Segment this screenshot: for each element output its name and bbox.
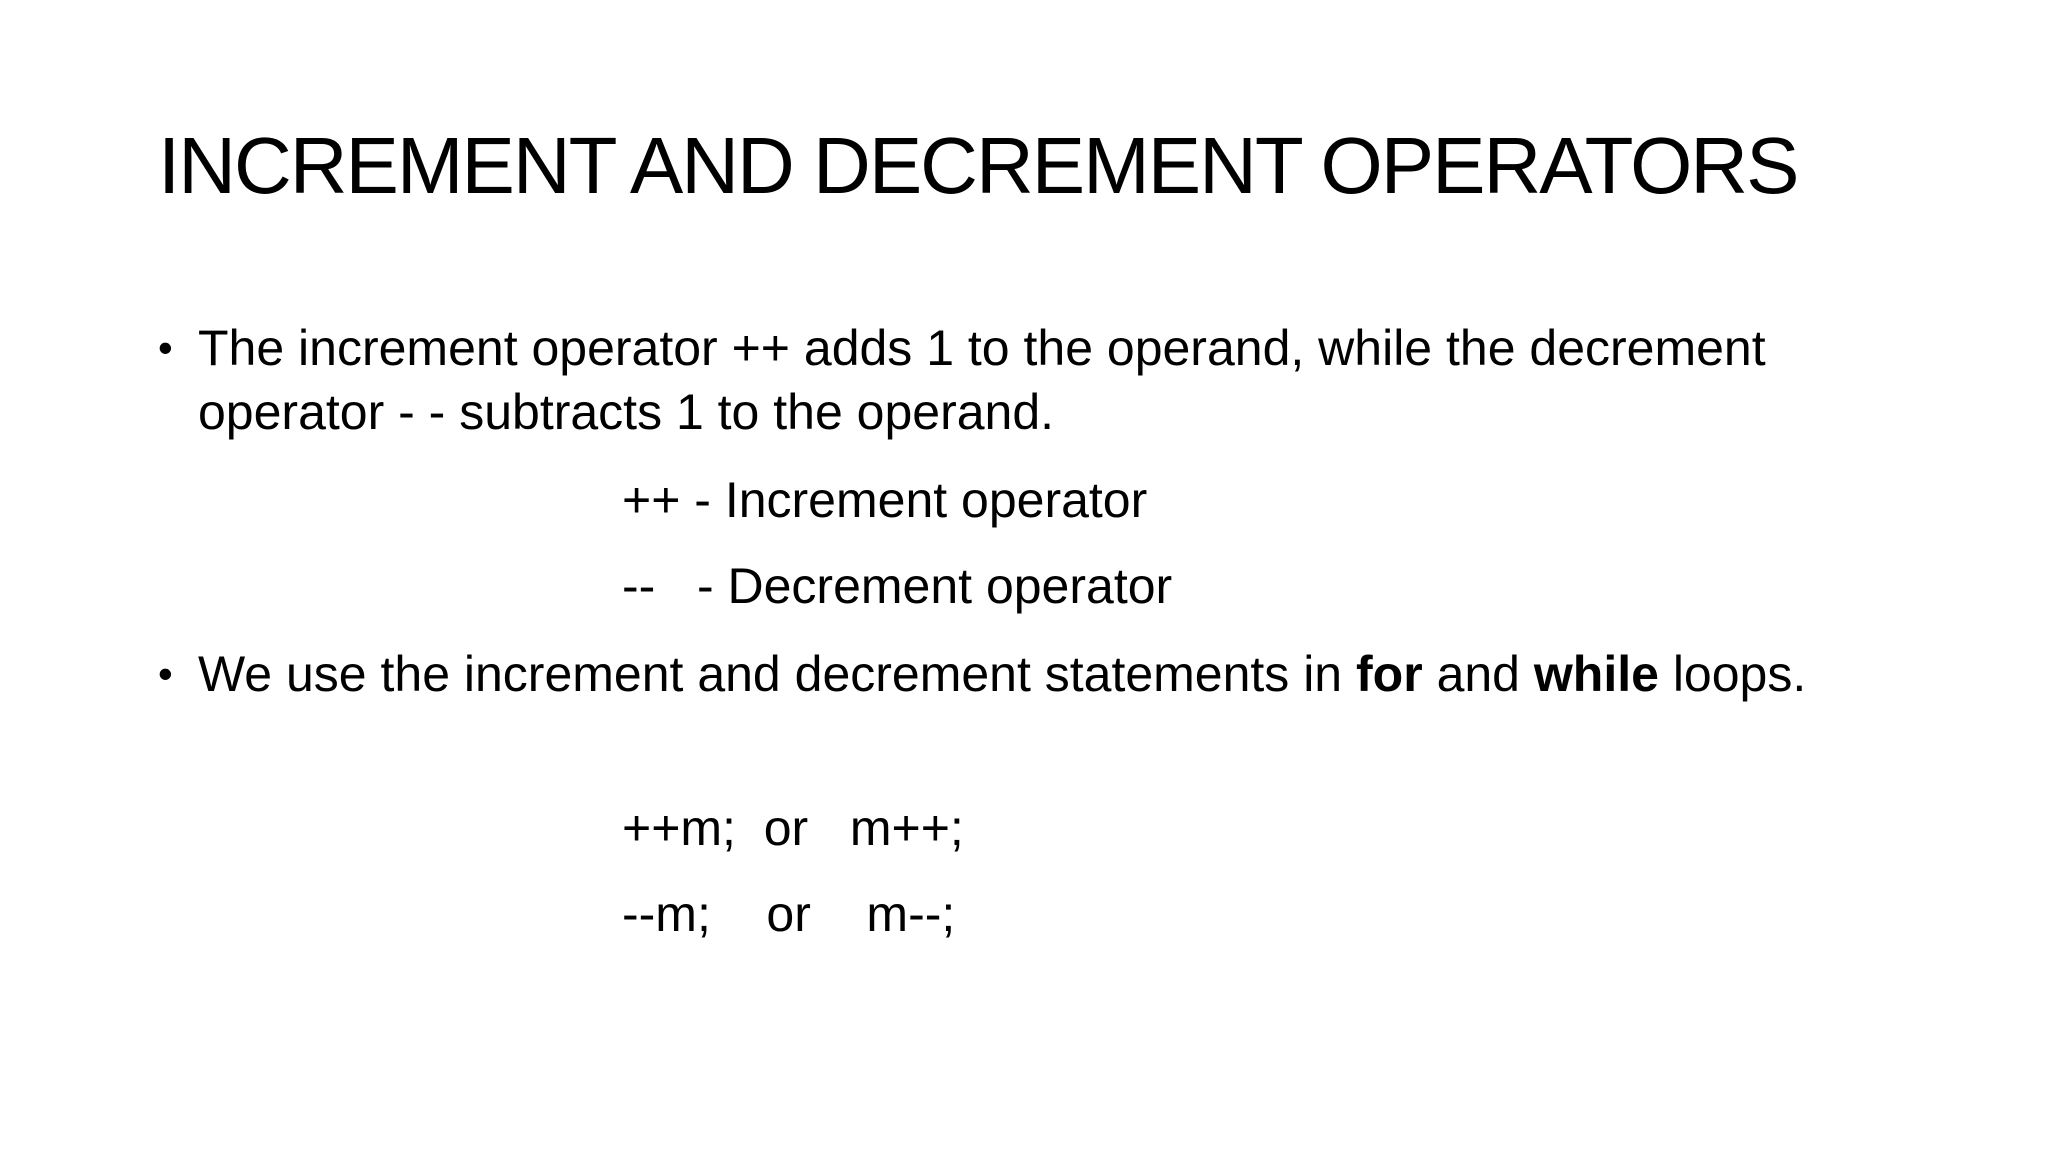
bullet-text-prefix: We use the increment and decrement statements in: [198, 646, 1357, 702]
bullet-text: The increment operator ++ adds 1 to the operand, while the decrement operator - - subtracts 1 to the operand.: [198, 320, 1766, 440]
bullet-text-suffix: loops.: [1658, 646, 1807, 702]
bullet-text: [158, 642, 1918, 706]
bullet-icon: •: [158, 650, 173, 697]
operator-line-increment: ++ - Increment operator: [622, 472, 1148, 528]
code-example-increment: ++m; or m++;: [622, 800, 964, 856]
slide-title: INCREMENT AND DECREMENT OPERATORS: [158, 121, 1798, 210]
code-example-decrement: --m; or m--;: [622, 886, 956, 942]
operator-line-decrement: -- - Decrement operator: [622, 558, 1173, 614]
bullet-item-increment-definition: [158, 316, 1918, 444]
keyword-for: for: [1356, 646, 1423, 702]
bullet-item-loops-usage: [158, 642, 1918, 706]
bullet-icon: •: [158, 324, 173, 371]
bullet-text-middle: and: [1422, 646, 1534, 702]
keyword-while: while: [1533, 646, 1659, 702]
